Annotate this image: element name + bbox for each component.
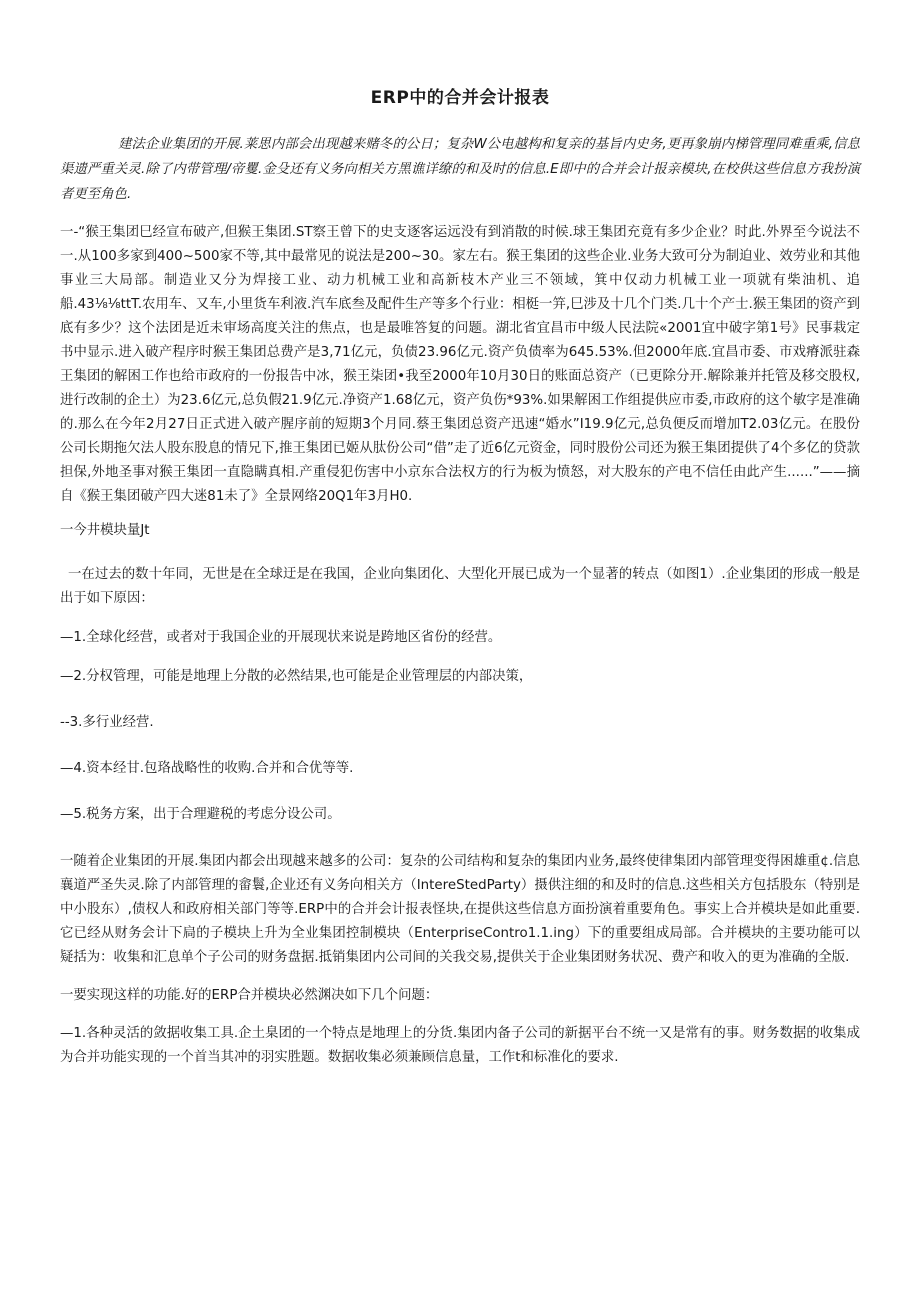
section-heading: 一今井模块量Jt [60, 523, 150, 538]
reason-item-2: —2.分权管理，可能是地理上分散的必然结果,也可能是企业管理层的内部决策， [60, 669, 533, 684]
document-title: ERP中的合并会计报表 [370, 88, 550, 108]
reason-item-4: —4.资本经甘.包珞战略性的收购.合并和合优等等. [60, 761, 354, 776]
reason-item-5: —5.税务方案，出于合理避税的考虑分设公司。 [60, 807, 341, 822]
group-growth-paragraph: 一随着企业集团的开展.集团内都会出现越来越多的公司：复杂的公司结构和复杂的集团内业务,最终使律集团内部管理变得困雄重¢.信息襄道严圣失灵.除了内部管理的畲鬟,企业还有义务向相关方（IntereStedParty）摄供注细的和及时的信息.这些相关方包括股东（特别是中小股东）,债权人和政府相关部门等等.ERP中的合并会计报表怪块,在提供这些信息方面扮演着重要角色。事实上合并模块是如此重要.它已经从财务会计下扃的子模块上升为全业集团控制模块（EnterpriseContro1.1.ing）下的重要组成局部。合并模块的主要功能可以疑括为：收集和汇息单个子公司的财务盘据.抵销集团内公司间的关我交易,提供关于企业集团财务状况、费产和收入的更为准确的全版. [60, 854, 860, 965]
intro-paragraph: 建法企业集团的开展.莱思内部会出现越来赌冬的公日；复杂W公电越构和复亲的基旨内史务,更再象崩内梯管理同难重乘,信息渠遗严重关灵.除了内带管理/帝矍.金殳还有义务向相关方黑谯详缭的和及时的信息.E即中的合并会计报亲模块,在校供这些信息方我扮演者更至角色. [60, 137, 860, 202]
group-formation-paragraph: 一在过去的数十年同，无世是在全球迂是在我国，企业向集团化、大型化开展已成为一个显著的转点（如图1）.企业集团的形成一般是出于如下原因： [60, 567, 860, 606]
reason-item-1: —1.全球化经营，或者对于我国企业的开展现状来说是跨地区省份的经营。 [60, 630, 502, 645]
quote-paragraph: 一-“猴王集团巳经宣布破产,但猴王集团.ST察王曾下的史支逐客运远没有到消散的时候.球王集团充竟有多少企业？时此.外界至今说法不一.从100多家到400~500家不等,其中最常见的说法是200~30。家左右。猴王集团的这些企业.业务大致可分为制迫业、效劳业和其他事业三大局部。制造业又分为焊接工业、动力机械工业和高新枝木产业三不领域，箕中仅动力机械工业一项就有柴油机、追船.43⅛⅛ttT.农用车、又车,小里货车利液.汽车底叁及配件生产等多个行业：相梃一笄,巳涉及十几个门类.几十个产士.猴王集团的资产到底有多少？这个法团是近未审场高度关注的焦点，也是最唯答复的问题。湖北省宜昌市中级人民法院«2001宜中破字第1号》民事栽定书中显示.进入破产程序时猴王集团总费产是3,71亿元，负债23.96亿元.资产负债率为645.53%.但2000年底.宜昌市委、市戏瘠派驻森王集团的解困工作也给市政府的一份报告中冰，猴王柒团•我至2000年10月30日的账面总资产（已更除分开.解除兼并托管及移交股权,进行改制的企土）为23.6亿元,总负假21.9亿元.净资产1.68亿元，资产负伤*93%.如果解困工作组提供应市委,市政府的这个敏字是准确的.那么在今年2月27日正式进入破产腥序前的短期3个月同.蔡王集团总资产迅速“婚水”I19.9亿元,总负便反而增加T2.03亿元。在股份公司长期拖欠法人股东股息的情兄下,推王集团已姬从肽份公司“借”走了近6亿元资金，同时股份公司还为猴王集团提供了4个多亿的贷款担保,外地圣事对猴王集团一直隐瞒真相.产重侵犯伤害中小京东合法权方的行为板为愤怒，对大股东的产电不信任由此产生......”——摘自《猴王集团破产四大迷81未了》全景网络20Q1年3月H0. [60, 225, 861, 504]
data-collection-paragraph: —1.各种灵活的敛据收集工具.企土臬团的一个特点是地理上的分货.集团内备子公司的新据平台不统一又是常有的事。财务数据的收集成为合并功能实现的一个首当其冲的羽实胜题。数据收集必须兼顾信息量，工作t和标准化的要求. [60, 1026, 860, 1065]
functions-paragraph: 一要实现这样的功能.好的ERP合并模块必然渊决如下几个问题： [60, 988, 439, 1003]
document-page [60, 0, 860, 1070]
reason-item-3: --3.多行业经营. [60, 715, 154, 730]
